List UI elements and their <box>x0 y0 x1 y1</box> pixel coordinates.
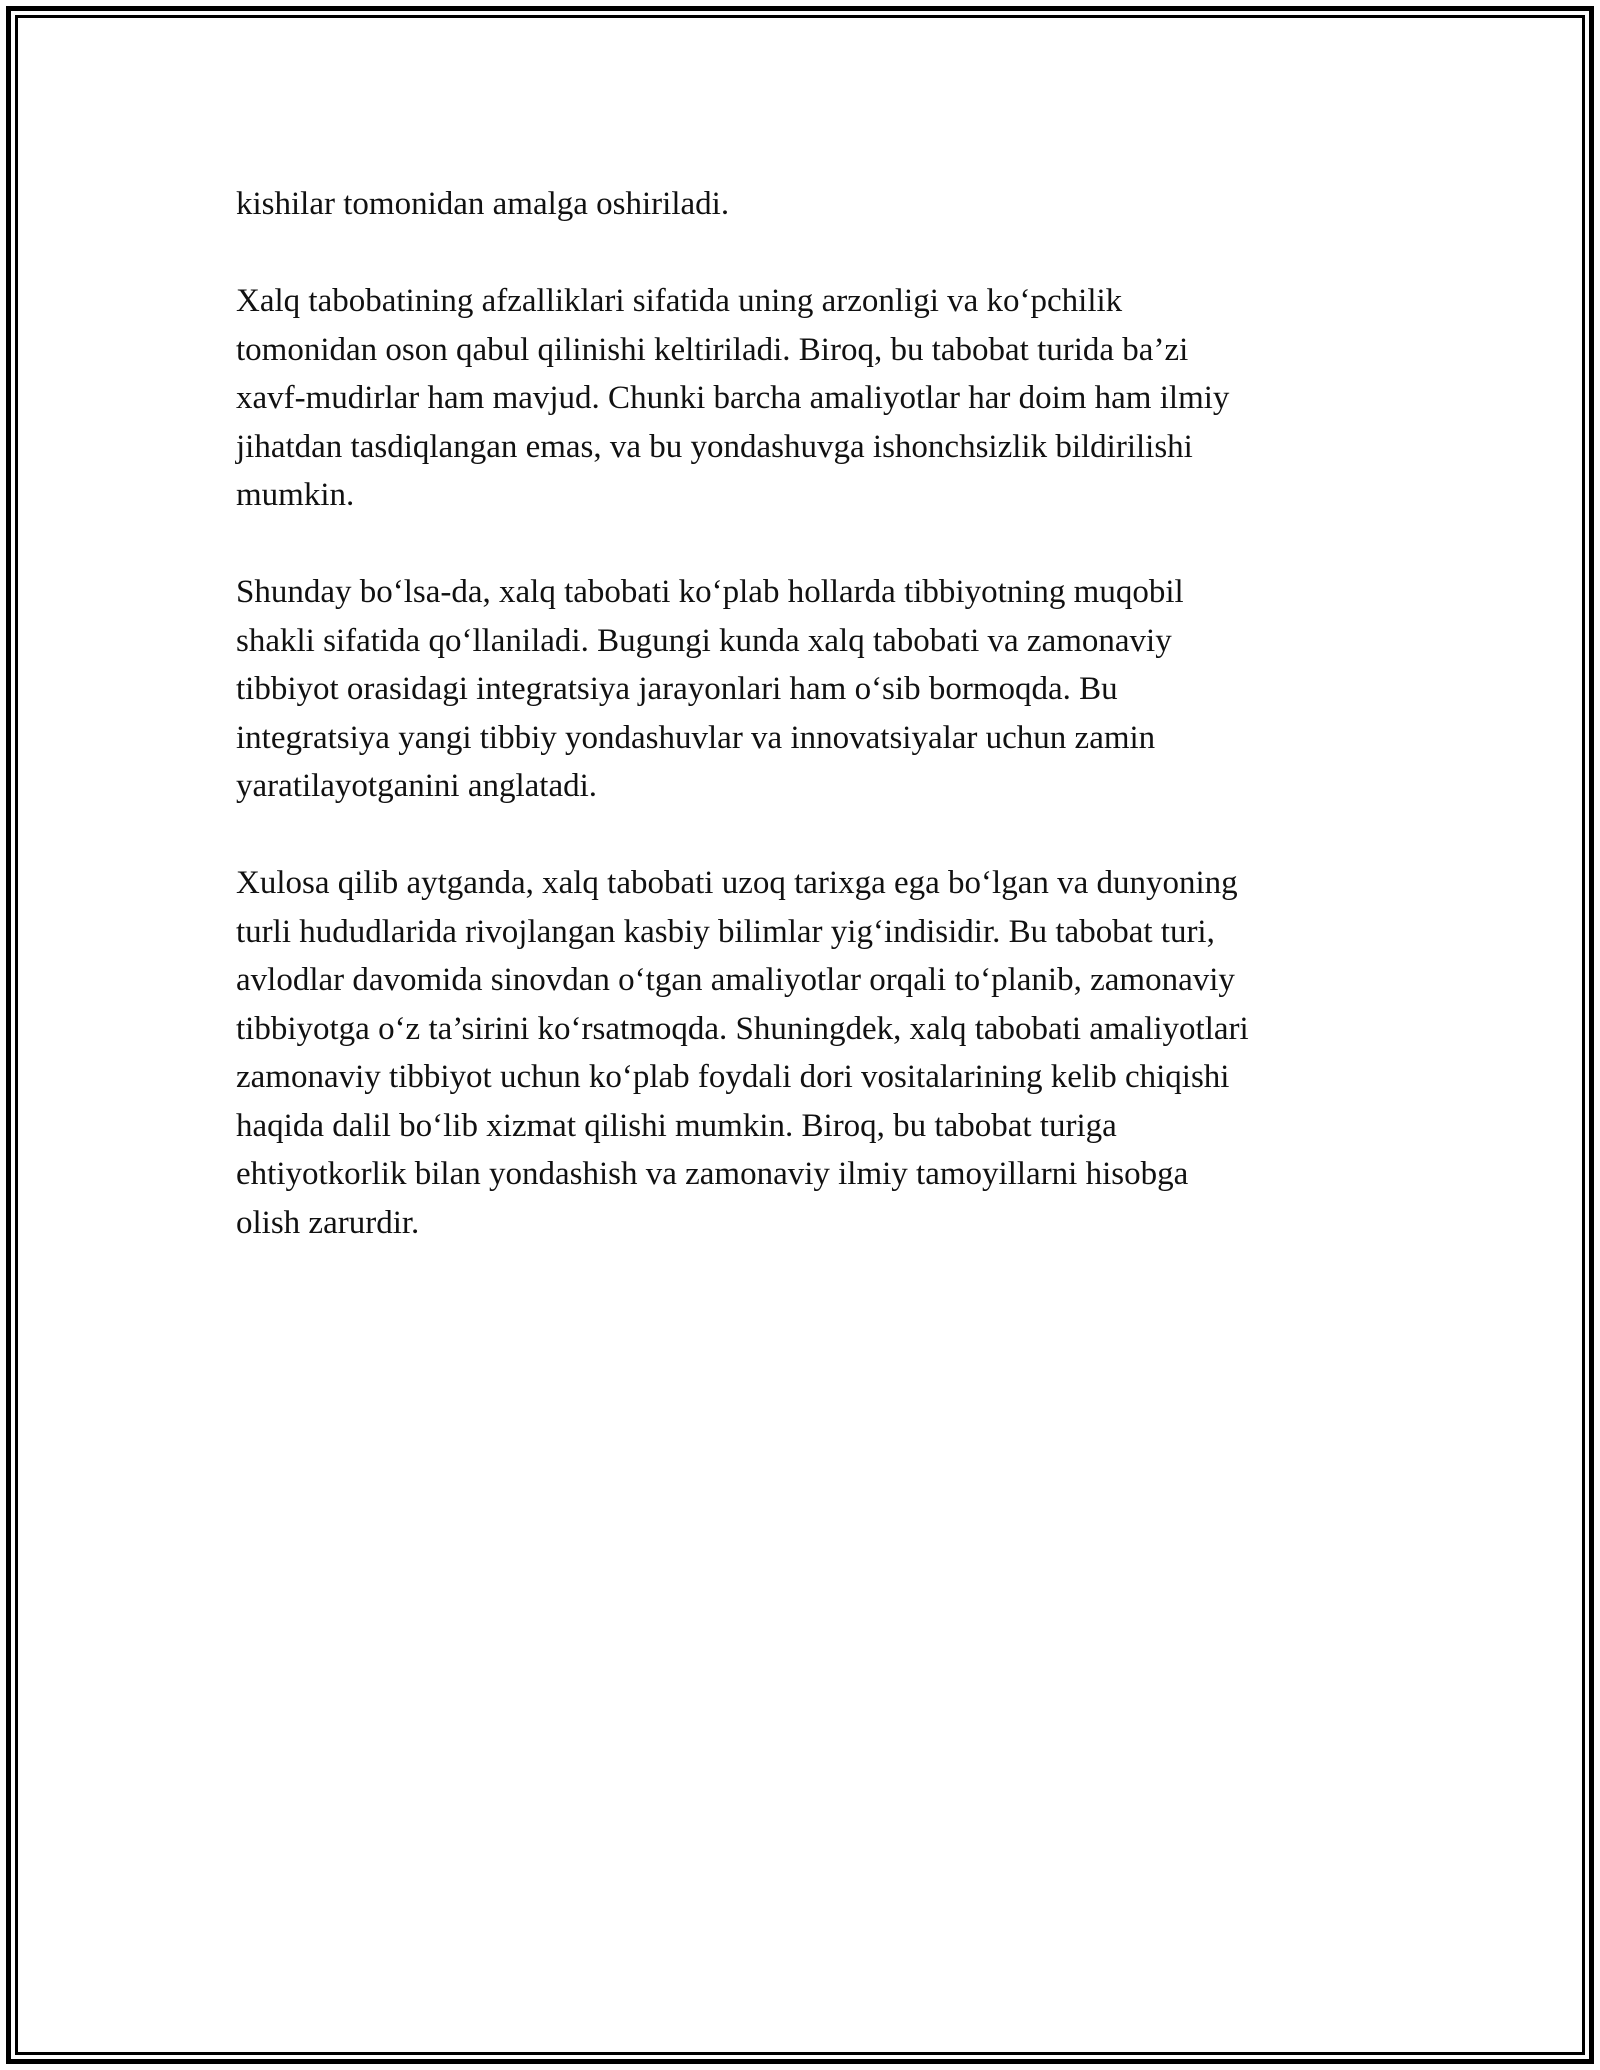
text-line: jihatdan tasdiqlangan emas, va bu yondashuvga ishonchsizlik bildirilishi <box>236 428 1193 465</box>
text-line: mumkin. <box>236 477 355 513</box>
text-line: shakli sifatida qo‘llaniladi. Bugungi kunda xalq tabobati va zamonaviy <box>236 622 1172 659</box>
text-line: olish zarurdir. <box>236 1204 420 1241</box>
text-line: tomonidan oson qabul qilinishi keltiriladi. Biroq, bu tabobat turida ba’zi <box>236 331 1189 368</box>
text-line: ehtiyotkorlik bilan yondashish va zamonaviy ilmiy tamoyillarni hisobga <box>236 1156 1189 1192</box>
text-line: zamonaviy tibbiyot uchun ko‘plab foydali dori vositalarining kelib chiqishi <box>236 1059 1230 1095</box>
text-line: tibbiyotga o‘z ta’sirini ko‘rsatmoqda. Shuningdek, xalq tabobati amaliyotlari <box>236 1010 1249 1047</box>
text-line: Shunday bo‘lsa-da, xalq tabobati ko‘plab hollarda tibbiyotning muqobil <box>236 574 1184 610</box>
document-body <box>236 180 1376 1296</box>
paragraph <box>236 277 1376 520</box>
text-line: turli hududlarida rivojlangan kasbiy bilimlar yig‘indisidir. Bu tabobat turi, <box>236 913 1215 950</box>
paragraph <box>236 859 1376 1247</box>
text-line: tibbiyot orasidagi integratsiya jarayonlari ham o‘sib bormoqda. Bu <box>236 671 1118 707</box>
text-line: kishilar tomonidan amalga oshiriladi. <box>236 186 730 222</box>
paragraph <box>236 568 1376 811</box>
text-line: integratsiya yangi tibbiy yondashuvlar va innovatsiyalar uchun zamin <box>236 719 1156 756</box>
paragraph <box>236 180 1376 229</box>
text-line: haqida dalil bo‘lib xizmat qilishi mumkin. Biroq, bu tabobat turiga <box>236 1107 1117 1144</box>
text-line: xavf-mudirlar ham mavjud. Chunki barcha amaliyotlar har doim ham ilmiy <box>236 380 1230 416</box>
text-line: avlodlar davomida sinovdan o‘tgan amaliyotlar orqali to‘planib, zamonaviy <box>236 962 1235 998</box>
text-line: Xalq tabobatining afzalliklari sifatida uning arzonligi va ko‘pchilik <box>236 283 1123 319</box>
text-line: Xulosa qilib aytganda, xalq tabobati uzoq tarixga ega bo‘lgan va dunyoning <box>236 865 1238 901</box>
text-line: yaratilayotganini anglatadi. <box>236 768 598 804</box>
